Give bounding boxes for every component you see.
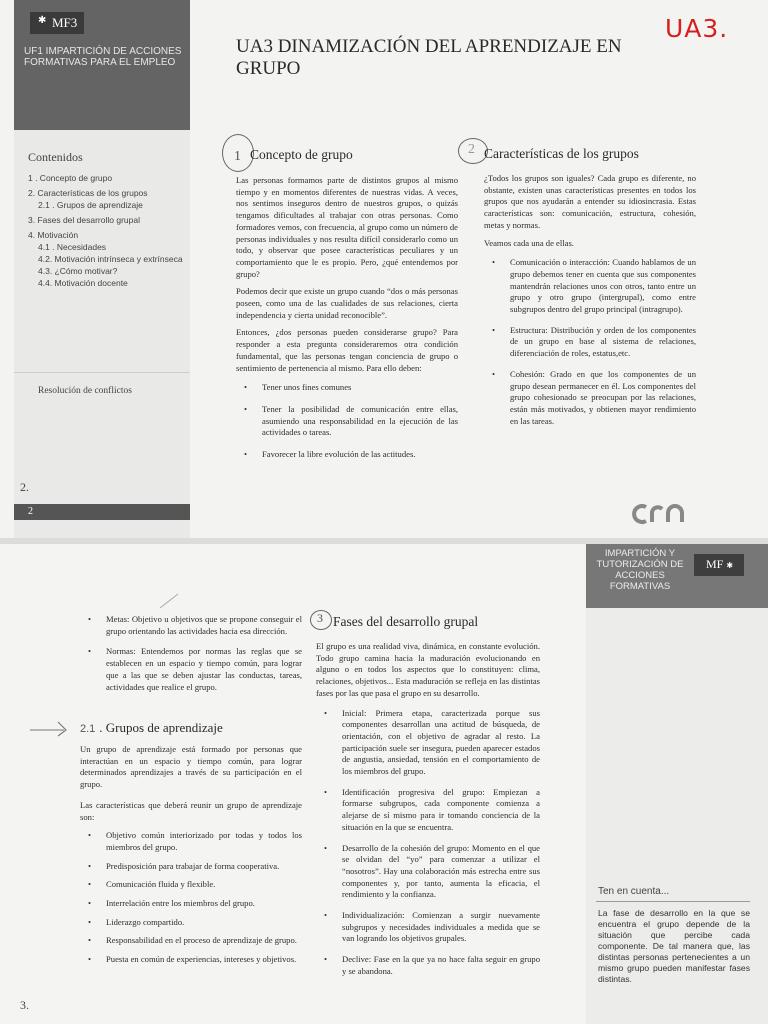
list-item: • Responsabilidad en el proceso de aprendizaje de grupo. (80, 935, 302, 947)
section-heading: Fases del desarrollo grupal (333, 614, 479, 629)
toc-item: 3. Fases del desarrollo grupal (28, 215, 140, 225)
tip-divider (596, 901, 750, 902)
list-item: • Identificación progresiva del grupo: Empiezan a formarse subgrupos, cada componente comienza a alejarse de sí mismo para ir tomando conciencia de la situación en la que se encuentra. (316, 787, 540, 834)
toc-item: 4.3. ¿Cómo motivar? (38, 266, 118, 276)
star-icon: ✱ (726, 561, 734, 570)
module-tag (30, 12, 84, 34)
star-icon: ✱ (38, 15, 47, 26)
list-item: • Normas: Entendemos por normas las reglas que se establecen en un espacio y tiempo común, para lograr que a las que se deben ajustar las conductas, tareas, actividades que realice el grupo. (80, 646, 302, 693)
section-heading-text: Concepto de grupo (250, 147, 353, 162)
table-of-contents (28, 150, 188, 289)
paragraph: El grupo es una realidad viva, dinámica, en constante evolución. Todo grupo camina hacia la maduración evolucionando en alguno o en todos los aspectos que lo constituyen: clima, relaciones, objetivos... Esta maduración se refleja en las distintas fases por las que pasa el grupo en su desarrollo. (316, 641, 540, 698)
crn-logo (632, 500, 694, 528)
sidebar-divider (14, 372, 190, 373)
paragraph: Un grupo de aprendizaje está formado por personas que interactúan en un espacio y tiempo común, para lograr determinados aprendizajes a través de su participación en el grupo. (80, 744, 302, 790)
list-item: • Puesta en común de experiencias, intereses y objetivos. (80, 954, 302, 966)
section-body (236, 175, 458, 468)
section-number: 2.1 (80, 723, 96, 735)
bullet-list (484, 257, 696, 427)
list-item: • Inicial: Primera etapa, caracterizada porque sus componentes desarrollan una actitud de búsqueda, de orientación, con el objetivo de agradar al resto. La participación suele ser insegura, pueden aparecer estados de angustia, ansiedad, tensión en el comportamiento de los miembros del grupo. (316, 708, 540, 778)
list-item: • Tener la posibilidad de comunicación entre ellas, asumiendo una responsabilidad en la ejecución de las actividades o tareas. (236, 404, 458, 439)
arrow-annotation-icon (28, 714, 72, 738)
list-item: • Liderazgo compartido. (80, 917, 302, 929)
toc-item: 4.2. Motivación intrínseca y extrínseca (38, 254, 183, 264)
toc-item: 4.4. Motivación docente (38, 278, 128, 288)
paragraph: ¿Todos los grupos son iguales? Cada grupo es diferente, no obstante, existen unas características presentes en todos los grupos que nos ayudarán a entender su idiosincrasia. Estas características son: comunicación, estructura, cohesión, metas y normas. (484, 173, 696, 230)
bottom-tab: 2 (14, 504, 190, 520)
list-item: • Tener unos fines comunes (236, 382, 458, 394)
list-item: • Metas: Objetivo u objetivos que se propone conseguir el grupo orientando las actividades hacia esa dirección. (80, 614, 302, 637)
page-title: UA3 DINAMIZACIÓN DEL APRENDIZAJE EN GRUPO (236, 36, 622, 79)
section-number: 1 (234, 149, 241, 164)
unit-title: UF1 IMPARTICIÓN DE ACCIONES FORMATIVAS PARA EL EMPLEO (24, 46, 182, 68)
contents-title: Contenidos (28, 150, 83, 164)
toc-item: 2.1 . Grupos de aprendizaje (38, 200, 143, 210)
page-number: 3. (20, 998, 29, 1012)
list-item: • Cohesión: Grado en que los componentes de un grupo desean permanecer en él. Los componentes del grupo cohesionado se preocupan por las relaciones, están más motivados, y obtienen mayor rendimiento en las tareas. (484, 369, 696, 428)
section-number: 3 (317, 611, 323, 625)
section-number: 2 (468, 142, 475, 157)
logo-text: crn (632, 500, 634, 501)
toc-item: 4.1 . Necesidades (38, 242, 107, 252)
page-bottom (0, 544, 768, 1024)
bullet-list (80, 830, 302, 966)
module-tag (694, 554, 744, 576)
list-item: • Individualización: Comienzan a surgir nuevamente subgrupos y necesidades individuales a medida que se van logrando los objetivos grupales. (316, 910, 540, 945)
list-item: • Declive: Fase en la que ya no hace falta seguir en grupo y se abandona. (316, 954, 540, 977)
tip-title: Ten en cuenta... (598, 886, 670, 897)
handwritten-note: UA3. (665, 14, 729, 43)
list-item: • Interrelación entre los miembros del grupo. (80, 898, 302, 910)
bullet-list (236, 382, 458, 461)
list-item: • Estructura: Distribución y orden de los componentes de un grupo en base al sistema de relaciones, diferenciación de roles, estatus,etc. (484, 325, 696, 360)
characteristics-continued (80, 614, 302, 700)
paragraph: Las características que deberá reunir un grupo de aprendizaje son: (80, 799, 302, 822)
toc-extra: Resolución de conflictos (38, 386, 132, 396)
section-body (80, 744, 302, 973)
list-item: • Comunicación fluida y flexible. (80, 879, 302, 891)
paragraph: Entonces, ¿dos personas pueden considerarse grupo? Para responder a esta pregunta consideraremos otra condición fundamental, que las personas tengan conciencia de grupo o sentimiento de pertenencia al mismo. Para ello deben: (236, 327, 458, 373)
paragraph: Veamos cada una de ellas. (484, 237, 574, 248)
list-item: • Objetivo común interiorizado por todas y todos los miembros del grupo. (80, 830, 302, 853)
paragraph: Las personas formamos parte de distintos grupos al mismo tiempo y en momentos diferentes de nuestras vidas. A veces, nos sentimos inseguros dentro de nuestros grupos, o quizás tengamos dificultades al trabajar con otras personas. Como formadores vemos, con frecuencia, al grupo como un número de personas individuales y nos resulta difícil considerarlo como un todo, y observar que posee características peculiares y un comportamiento que le es propio. Pero, ¿qué entendemos por grupo? (236, 175, 458, 279)
section-heading (250, 147, 353, 163)
list-item: • Comunicación o interacción: Cuando hablamos de un grupo debemos tener en cuenta que sus componentes mantendrán relaciones unos con otros, tanto entre un grupo y otro grupo (intergrupal), como entre subgrupos dentro del grupo principal (intragrupo). (484, 257, 696, 316)
toc-item: 4. Motivación (28, 230, 79, 240)
toc-item: 2. Características de los grupos (28, 188, 148, 198)
section-heading (80, 720, 223, 736)
module-tag-text: MF (706, 557, 724, 571)
sidebar-header-title: IMPARTICIÓN Y TUTORIZACIÓN DE ACCIONES FORMATIVAS (596, 548, 684, 592)
section-body (484, 173, 696, 434)
toc-item: 1 . Concepto de grupo (28, 173, 113, 183)
list-item: • Desarrollo de la cohesión del grupo: Momento en el que se olvidan del “yo” para comenzar a utilizar el “nosotros”. Hay una colaboración más estrecha entre sus componentes y, por tanto, aumenta la eficacia, el rendimiento y la confianza. (316, 843, 540, 902)
page-number: 2. (20, 480, 29, 494)
paragraph: Podemos decir que existe un grupo cuando “dos o más personas poseen, como una de las cualidades de sus relaciones, cierta independencia y cierta unidad reconocible”. (236, 286, 458, 320)
module-tag-text: MF3 (52, 15, 78, 30)
bullet-list (316, 708, 540, 978)
pencil-mark-icon (156, 588, 186, 612)
section-heading: Características de los grupos (484, 146, 639, 161)
bullet-list (80, 614, 302, 693)
section-body (316, 641, 540, 985)
list-item: • Predisposición para trabajar de forma cooperativa. (80, 861, 302, 873)
list-item: • Favorecer la libre evolución de las actitudes. (236, 449, 458, 461)
section-heading-text: . Grupos de aprendizaje (99, 720, 223, 735)
tip-body: La fase de desarrollo en la que se encuentra el grupo depende de la situación que percibe cada componente. De tal manera que, las distintas personas pertenecientes a un mismo grupo pueden manifestar fases distintas. (598, 908, 750, 984)
